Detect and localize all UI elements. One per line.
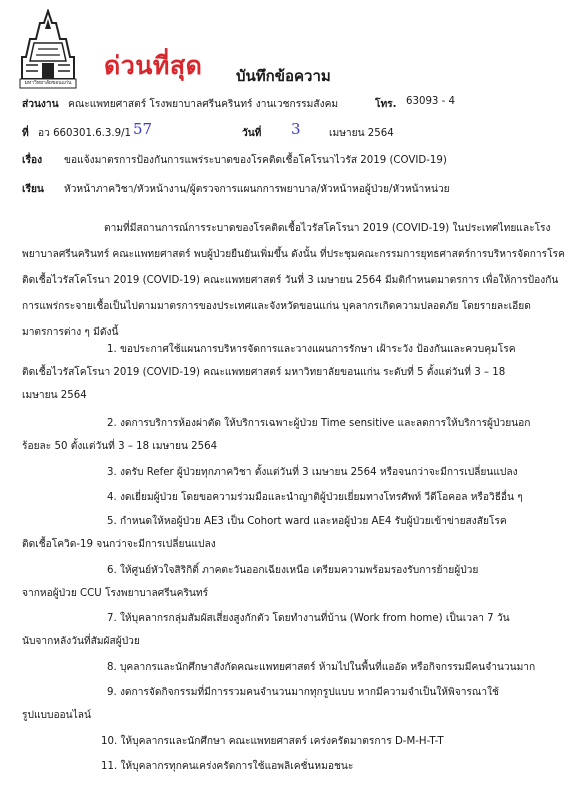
list-item-6-line-1: 6. ให้ศูนย์หัวใจสิริกิติ์ ภาคตะวันออกเฉียงเหนือ เตรียมความพร้อมรองรับการย้ายผู้ป่วย [107, 565, 479, 576]
university-logo [16, 9, 80, 91]
ref-label: ที่ [22, 128, 29, 139]
phone-value: 63093 - 4 [406, 96, 456, 107]
intro-paragraph: ตามที่มีสถานการณ์การระบาดของโรคติดเชื้อไวรัสโคโรนา 2019 (COVID-19) ในประเทศไทยและโรงพยาบาลศรีนครินทร์ คณะแพทยศาสตร์ พบผู้ป่วยยืนยันเพิ่มขึ้น ดังนั้น ที่ประชุมคณะกรรมการยุทธศาสตร์การบริหารจัดการโรคติดเชื้อไวรัสโคโรนา 2019 (COVID-19) คณะแพทยศาสตร์ วันที่ 3 เมษายน 2564 มีมติกำหนดมาตรการ เพื่อให้การป้องกันการแพร่กระจายเชื้อเป็นไปตามมาตรการของประเทศและจังหวัดขอนแก่น บุคลากรเกิดความปลอดภัย โดยรายละเอียดมาตรการต่าง ๆ มีดังนี้ [22, 223, 565, 338]
dept-label: ส่วนงาน [22, 99, 59, 110]
list-item-8: 8. บุคลากรและนักศึกษาสังกัดคณะแพทยศาสตร์ ห้ามไปในพื้นที่แออัด หรือกิจกรรมมีคนจำนวนมาก [107, 662, 536, 673]
list-item-4: 4. งดเยี่ยมผู้ป่วย โดยขอความร่วมมือและนำญาติผู้ป่วยเยี่ยมทางโทรศัพท์ วีดีโอคอล หรือวิธีอื่น ๆ [107, 492, 523, 503]
list-item-9-line-2: รูปแบบออนไลน์ [22, 710, 91, 721]
list-item-2-line-2: ร้อยละ 50 ตั้งแต่วันที่ 3 – 18 เมษายน 2564 [22, 441, 218, 452]
ref-value: อว 660301.6.3.9/1 [38, 128, 132, 139]
list-item-2-line-1: 2. งดการบริการห้องผ่าตัด ให้บริการเฉพาะผู้ป่วย Time sensitive และลดการให้บริการผู้ป่วยนอก [107, 418, 531, 429]
phone-label: โทร. [375, 99, 397, 110]
list-item-1-line-1: 1. ขอประกาศใช้แผนการบริหารจัดการและวางแผนการรักษา เฝ้าระวัง ป้องกันและควบคุมโรค [107, 344, 516, 355]
subject-label: เรื่อง [22, 155, 43, 166]
list-item-1-line-3: เมษายน 2564 [22, 390, 87, 401]
urgent-stamp: ด่วนที่สุด [104, 51, 203, 80]
date-label: วันที่ [242, 128, 262, 139]
to-value: หัวหน้าภาควิชา/หัวหน้างาน/ผู้ตรวจการแผนกการพยาบาล/หัวหน้าหอผู้ป่วย/หัวหน้าหน่วย [64, 184, 450, 195]
logo-caption: มหาวิทยาลัยขอนแก่น [24, 80, 72, 86]
list-item-7-line-2: นับจากหลังวันที่สัมผัสผู้ป่วย [22, 636, 140, 647]
date-day-handwritten: 3 [291, 120, 301, 138]
list-item-5-line-1: 5. กำหนดให้หอผู้ป่วย AE3 เป็น Cohort ward และหอผู้ป่วย AE4 รับผู้ป่วยเข้าข่ายสงสัยโรค [107, 516, 507, 527]
list-item-1-line-2: ติดเชื้อไวรัสโคโรนา 2019 (COVID-19) คณะแพทยศาสตร์ มหาวิทยาลัยขอนแก่น ระดับที่ 5 ตั้งแต่วันที่ 3 – 18 [22, 367, 506, 378]
list-item-11: 11. ให้บุคลากรทุกคนเคร่งครัดการใช้แอพลิเคชั่นหมอชนะ [101, 761, 354, 772]
to-label: เรียน [22, 184, 44, 195]
subject-value: ขอแจ้งมาตรการป้องกันการแพร่ระบาดของโรคติดเชื้อโคโรนาไวรัส 2019 (COVID-19) [64, 155, 447, 166]
list-item-5-line-2: ติดเชื้อโควิด-19 จนกว่าจะมีการเปลี่ยนแปลง [22, 539, 216, 550]
list-item-3: 3. งดรับ Refer ผู้ป่วยทุกภาควิชา ตั้งแต่วันที่ 3 เมษายน 2564 หรือจนกว่าจะมีการเปลี่ยนแปลง [107, 467, 518, 478]
list-item-9-line-1: 9. งดการจัดกิจกรรมที่มีการรวมคนจำนวนมากทุกรูปแบบ หากมีความจำเป็นให้พิจารณาใช้ [107, 687, 499, 698]
list-item-10: 10. ให้บุคลากรและนักศึกษา คณะแพทยศาสตร์ เคร่งครัดมาตรการ D-M-H-T-T [101, 736, 444, 747]
dept-value: คณะแพทยศาสตร์ โรงพยาบาลศรีนครินทร์ งานเวชกรรมสังคม [68, 99, 339, 110]
list-item-6-line-2: จากหอผู้ป่วย CCU โรงพยาบาลศรีนครินทร์ [22, 588, 209, 599]
date-month-year: เมษายน 2564 [329, 128, 394, 139]
ref-number-handwritten: 57 [133, 120, 153, 138]
memo-title: บันทึกข้อความ [236, 67, 331, 85]
list-item-7-line-1: 7. ให้บุคลากรกลุ่มสัมผัสเสี่ยงสูงกักตัว โดยทำงานที่บ้าน (Work from home) เป็นเวลา 7 วัน [107, 613, 510, 624]
